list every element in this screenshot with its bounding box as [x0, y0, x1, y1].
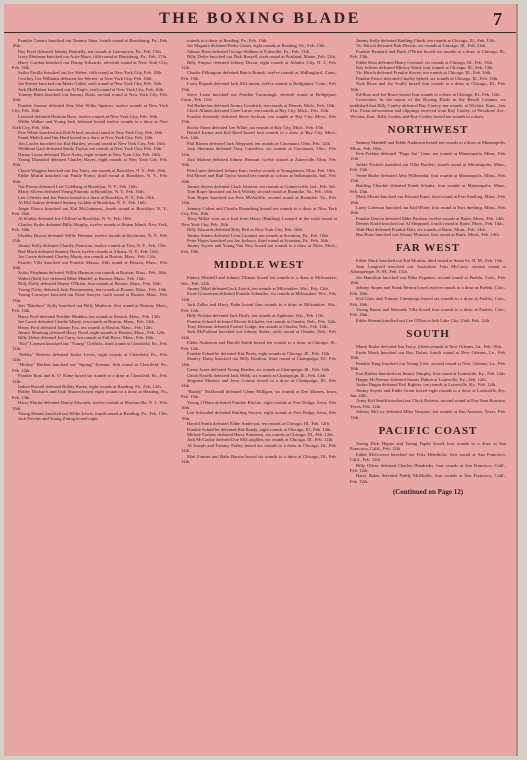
result-paragraph: Danny Lyons defeated Dave Axtey, eight rounds at New York City, Feb. 16th.: [18, 151, 161, 157]
result-paragraph: Pete Latzo defeated Johnny Karr, twelve rounds at Youngstown, Ohio, Feb. 16th.: [187, 167, 336, 173]
result-paragraph: Joe Hamilton knocked out Mike Paganno, second round at Pueblo, Colo., Feb. 16th.: [350, 274, 506, 286]
section-heading-middle-west: MIDDLE WEST: [213, 259, 305, 272]
result-paragraph: Joe Maguire defeated Finky Green, eight rounds at Reading, Pa., Feb. 13th.: [187, 43, 326, 49]
result-paragraph: Frankie Jerome defeated Wee Wee Willie Spencer, twelve rounds at New York City, Feb. 16th.: [12, 102, 168, 114]
result-paragraph: Jackie Nichols knocked out Ollie Bartlett, fourth round at Minneapolis, Minn., Feb. 15th.: [350, 161, 506, 173]
result-paragraph: Tony Herman defeated Farmer Lodge, ten rounds at Omaha, Neb., Feb. 12th.: [187, 323, 329, 329]
result-paragraph: Joe Keeter knocked out Maris Golda, sixth round at New York City, Feb. 16th.: [18, 81, 163, 87]
result-paragraph: Louis Bogash defeated Jack McLarnon, twelve rounds at Bridgeport, Conn., Feb. 15th.: [181, 81, 337, 92]
result-paragraph: Jimmy Sayers and Eddie Grant boxed eight rounds to a draw at Louisville, Ky., Jan. 28th.: [350, 387, 506, 398]
result-paragraph: Vic Hirsch defeated Bob Devine, six rounds at Chicago, Ill., Feb. 12th.: [356, 43, 487, 49]
magazine-page: [4, 4, 516, 756]
column-3-results-chicago: [350, 38, 506, 119]
result-paragraph: Harry Ford defeated Freddie Madden, ten rounds at Boston, Mass., Feb. 15th.: [18, 313, 161, 319]
result-paragraph: Eddie Sheene knocked out Lee O'Dair at Salt Lake City, Utah, Feb. 12th.: [356, 317, 491, 323]
result-paragraph: Jim "Bamboo" Kelly knocked out Billy Madison, first round at Boston, Mass., Feb. 13th.: [12, 302, 168, 314]
result-paragraph: Ernie Goozeman defeated Frankie Schnaller, six rounds at Milwaukee, Wis., Feb. 12th.: [181, 291, 337, 302]
result-paragraph: Johnny McCoy defeated Mike Vasquez, ten rounds at San Antonio, Texas, Feb. 14th.: [350, 409, 506, 420]
result-paragraph: Sailor Friedman defeated Willie Harmon, ten rounds at Boston, Mass., Feb. 16th.: [18, 270, 168, 276]
column-3-results-northwest: [350, 140, 506, 237]
result-paragraph: Jack McMahon knocked out Al Engle, sixth round at New York City, Feb. 16th.: [18, 86, 165, 92]
column-3: [350, 38, 506, 750]
result-paragraph: Frankie Genaro knocked out Tommy Shea, fourth round at Harrisburg, Pa., Feb. 18th.: [12, 38, 168, 49]
result-paragraph: Young Diamond defeated Charley Hayes, eight rounds at New York City, Feb. 16th.: [12, 156, 168, 168]
result-paragraph: Al McCluskey defeated Sammy Golden at Brooklyn, N. Y., Feb. 16th.: [18, 200, 147, 206]
result-paragraph: Matt Farmer and Babe Barron boxed six rounds to a draw at Chicago, Ill., Feb. 12th.: [181, 453, 337, 465]
results-columns: [12, 38, 506, 750]
result-paragraph: Sammy Mandell and Eddie Anderson boxed ten rounds to a draw at Minneapolis, Minn., Feb. 16th.: [350, 140, 506, 151]
result-paragraph: Nick Risse and Joe Scully boxed four rounds to a draw at Chicago, Ill., Feb. 16th.: [350, 81, 506, 92]
result-paragraph: Earl Ruther knocked out Jimmy Murphy, first round at Louisville, Ky., Feb. 12th.: [356, 371, 506, 377]
result-paragraph: Frankie Schaeffer defeated Kid Bandy, eight rounds at Chicago, Ill., Feb. 12th.: [187, 426, 332, 432]
result-paragraph: "Hickey" Burkett knocked out "Spring" Keenan, fifth round at Clearfield, Pa., Feb. 12th.: [12, 362, 168, 373]
result-paragraph: Pinkey Mitchell and Johnny Tillman boxed ten rounds to a draw at Milwaukee, Wis., Feb. 12th.: [181, 275, 337, 286]
result-paragraph: Billy Defoe knocked out Dick Russell, sixth round at Portland, Maine, Feb. 12th.: [187, 54, 337, 60]
column-2-results-east: [181, 38, 337, 254]
result-paragraph: Stanley Darsy knocked out Billy Doulton, third round at Champaign, Ill., Feb. 14th.: [181, 356, 337, 367]
result-paragraph: Jimmy Sayres and Young Van Ness boxed ten rounds to a draw at Niles, Mich., Feb. 19th.: [181, 243, 337, 254]
result-paragraph: Verne Butler defeated John Willenedal, four rounds at Minneapolis, Minn., Feb. 15th.: [350, 172, 506, 183]
result-paragraph: Harry Baker defeated Paddy McMullin, four rounds at San Francisco, Calif., Feb. 12th.: [350, 473, 506, 484]
result-paragraph: Frankie Schoell defeated Morrie Schlaifer, ten rounds at Omaha, Neb., Feb. 12th.: [187, 318, 337, 324]
result-paragraph: Harold Smith defeated Eddie Anderson, ten rounds at Chicago, Ill., Feb. 12th.: [187, 421, 331, 427]
result-paragraph: Jack Malone defeated Johnny Herman, twelve rounds at Zanesville, Ohio, Feb. 16th.: [181, 156, 337, 168]
result-paragraph: Red Mack defeated Sammy Bova, twelve rounds at Albany, N. Y., Feb. 15th.: [18, 248, 159, 254]
section-heading-far-west: FAR WEST: [395, 242, 461, 255]
result-paragraph: Jimmy Amato defeated Leon Leonard, ten rounds at Scranton, Pa., Feb. 16th.: [187, 232, 329, 238]
result-paragraph: Bus Burts knocked out Johnny Munson, first round at Butte, Mont., Feb. 14th.: [356, 232, 500, 237]
column-2: [181, 38, 337, 750]
result-paragraph: Billy Wolohn defeated Jack Duffy, ten rounds at Appleton, Wis., Feb. 11th.: [187, 313, 325, 319]
result-paragraph: Dennis Kroth knocked out Al Sheppard, fourth round at Butte, Mont., Feb. 14th.: [356, 221, 504, 227]
result-paragraph: Frankie Darren defeated Mike Paulsen, twelve rounds at Butte, Mont., Feb. 14th.: [356, 215, 505, 221]
result-paragraph: Eddie McGovern knocked out Fritz Hendricks, first round at San Francisco, Calif., Feb. 12th.: [350, 451, 506, 463]
column-3-results-south: [350, 344, 506, 420]
result-paragraph: Terry Miller won on a foul from Harry (Battling) Leonard in the sixth round at New York City, Feb. 16th.: [181, 216, 337, 227]
result-paragraph: Tom Roper knocked out Pete McAuliffe, second round at Roanoke, Va., Feb. 13th.: [181, 194, 337, 206]
result-paragraph: Al Studdy defeated Joe Clifford at Brooklyn, N. Y., Feb. 16th.: [18, 216, 132, 222]
result-paragraph: Jack McFarland knocked out Johnny Strike, sixth round at Omaha, Neb., Feb. 12th.: [181, 329, 337, 340]
result-paragraph: Frankie Frisco defeated Charley Sybell, six rounds at Chicago, Ill., Feb. 16th.: [356, 75, 499, 81]
result-paragraph: Al Joseph and Tommy Farley boxed six rounds to a draw at Chicago, Ill., Feb. 12th.: [181, 442, 337, 454]
publication-title: THE BOXING BLADE: [159, 10, 361, 27]
result-paragraph: Frankie Kennedy defeated Steve Jackson, ten rounds at Bay City, Mich., Feb. 15th.: [181, 113, 337, 125]
continued-notice: (Continued on Page 12): [392, 488, 464, 497]
result-paragraph: Leonard defeated Herman Rose, twelve rounds at New York City, Feb. 16th.: [18, 113, 159, 119]
result-paragraph: Jack Zaller and Harry Kahn boxed four rounds to a draw at Milwaukee, Wis., Feb. 12th.: [181, 302, 337, 313]
result-paragraph: Chuck Wiggins knocked out Jim Tracy, ten rounds at Brooklyn, N. Y., Feb. 16th.: [18, 167, 167, 173]
result-paragraph: Jim Lawler knocked out Kid Hartley, second round at New York City, Feb. 16th.: [18, 140, 166, 146]
result-paragraph: Young Nicky defeated Jack Fitzsimmons, ten rounds at Boston, Mass., Feb. 13th.: [18, 286, 168, 292]
result-paragraph: Jack Sherman defeated Tony Canzifera, six rounds at Cincinnati, Ohio, Feb. 12th.: [181, 146, 337, 157]
result-paragraph: Marty Silvers defeated Young Patronic at Brooklyn, N. Y., Feb. 16th.: [18, 189, 145, 195]
result-paragraph: Walt Hart defeated Frankie Dart, six rounds at Butte, Mont., Feb. 14th.: [356, 226, 487, 232]
result-paragraph: Billy Defoe defeated Joe Curry, ten rounds at Fall River, Mass., Feb. 16th.: [18, 335, 155, 341]
result-paragraph: Sailor Pacillo knocked out Joe Weber, fifth round at New York City, Feb. 18th.: [18, 70, 163, 76]
result-paragraph: Ernie Monk knocked out Ray Dolan, fourth round at New Orleans, La., Feb. 16th.: [350, 349, 506, 361]
column-3-results-far-west: [350, 258, 506, 323]
result-paragraph: Jack Powlus and Young Zaring boxed eight: [18, 416, 98, 422]
result-paragraph: Frank Melick and Jim Hurd boxed to a draw at New York City, Feb. 16th.: [18, 135, 154, 141]
result-paragraph: Harry Gordon knocked out Danny Edwards, eleventh round at New York City, Feb. 16th.: [12, 59, 168, 71]
result-paragraph: Ed Ross and Joe Bruce boxed four rounds to a draw at Chicago, Ill., Feb. 12th.: [356, 92, 501, 98]
page-number: 7: [493, 9, 502, 29]
result-paragraph: Young Bruno and Mercado Villa boxed four rounds to a draw at Pueblo, Colo., Feb. 16th.: [350, 307, 506, 318]
result-paragraph: Billy Edwards defeated Billy Bell at New York City, Feb. 16th.: [187, 227, 304, 233]
result-paragraph: Pal Moore and Bud Taylor boxed ten rounds to a draw at Indianapolis, Ind., Feb. 19th.: [181, 173, 337, 184]
page-header: [4, 4, 516, 33]
result-paragraph: Sergeant Mackey and Jerry Conroy boxed to a draw at Champaign, Ill., Feb. 14th.: [181, 377, 337, 389]
result-paragraph: Indian Russell defeated Bobby Burke, eight rounds at Reading, Pa., Feb. 13th.: [18, 384, 162, 389]
result-paragraph: Jimmy Manning defeated Harry Bond, eight rounds at Boston, Mass., Feb. 12th.: [18, 329, 166, 335]
result-paragraph: Chubby Brown defeated Willie Herman, twelve rounds at Rochester, N. Y., Feb. 15th.: [12, 232, 168, 244]
result-paragraph: Sid Barberian defeated Jimmy Goodrich, ten rounds at Detroit, Mich., Feb. 12th.: [187, 102, 336, 108]
result-paragraph: Chick Nazelli defeated Jack Webb, six rounds at Champaign, Ill., Feb. 14th.: [187, 372, 327, 378]
result-paragraph: Len Schwabel defeated Battling Strayer, eight rounds at Fort Dodge, Iowa, Feb. 16th.: [181, 410, 337, 421]
section-heading-south: SOUTH: [406, 328, 450, 341]
result-paragraph: Angie Fiasco knocked out Kid McGuinness, fourth round at Brooklyn, N. Y., Feb. 16th.: [12, 205, 168, 216]
result-paragraph: "Buddy" McDonald defeated Glenn Milligan, six rounds at Des Moines, Iowa, Feb. 15th.: [181, 388, 337, 400]
result-paragraph: Frankie Rennard and Buck O'Brien boxed six rounds to a draw at Chicago, Ill., Feb. 13th.: [350, 48, 506, 60]
result-paragraph: Young Dennis knocked out Willie Lewis, fourth round at Reading, Pa., Feb. 13th.: [18, 411, 168, 417]
column-3-results-pacific-coast: [350, 441, 506, 484]
result-paragraph: Ivory Edelman knocked out Artie Mace, fifth round at Harrisburg, Pa., Feb. 17th.: [18, 54, 168, 60]
result-paragraph: Walter (Kid) Lee defeated Mike Mandel, at Boston, Mass., Feb. 16th.: [18, 275, 146, 281]
result-paragraph: Joe Carrie defeated Charley Manty, ten rounds at Boston, Mass., Feb. 11th.: [18, 254, 156, 260]
result-paragraph: Kid Chris and Tommy Cummings boxed six rounds to a draw at Pueblo, Colo., Feb. 16th.: [350, 296, 506, 307]
result-paragraph: Joe Carrie defeated Charlie Manty, ten rounds at Boston, Mass., Feb. 12th.: [18, 319, 156, 325]
result-paragraph: Larry Coleman knocked out Kid White, first round at Fort Snelling, Minn., Feb. 16th.: [350, 204, 506, 216]
result-paragraph: Young O'Hara defeated Frankie Ritchie, eight rounds at Fort Dodge, Iowa, Feb. 16th.: [181, 399, 337, 410]
result-paragraph: Pete Perkins defeated "Dago Joe" Gans, ten rounds at Minneapolis, Minn., Feb. 15th.: [350, 150, 506, 162]
result-paragraph: Sam Langford knocked out Australian Tom McCarty, second round at Albuquerque, N. M., Feb. 15th.: [350, 263, 506, 275]
result-paragraph: Jack McCarthy defeated Joe McLaughlin, six rounds at Chicago, Ill., Feb. 12th.: [187, 437, 334, 443]
result-paragraph: Ray Pryel defeated Johnny Donnelly, ten rounds at Uniontown, Pa., Feb. 15th.: [18, 48, 163, 54]
result-paragraph: Army Kid Smith knocked out Chick Roberts, second round at Fort Sam Houston, Texas, Feb. 12th.: [350, 398, 506, 409]
section-heading-pacific-coast: PACIFIC COAST: [378, 424, 478, 437]
result-paragraph: Billy Oliver defeated Charley Hendricks, four rounds at San Francisco, Calif., Feb. 12th.: [350, 462, 506, 473]
result-paragraph: Frankie Schaeffer defeated Kid Beaty, eight rounds at Chicago, Ill., Feb. 12th.: [187, 350, 331, 356]
result-paragraph: Phil Bloom defeated Jack Sheppard, ten rounds at Cincinnati, Ohio, Feb. 12th.: [187, 140, 332, 146]
result-paragraph: Jimmy Kelly defeated Battling Chink, ten rounds at Chicago, Ill., Feb. 13th.: [356, 38, 496, 43]
result-paragraph: Willie Walker and Young Jack Johnson boxed twelve rounds to a draw at New York City, Feb. 16th.: [12, 119, 168, 130]
result-paragraph: Rocky Stone defeated Lee Wilde, six rounds at Bay City, Mich., Feb. 15th.: [187, 124, 325, 130]
result-paragraph: Harold Earine and Kid Reed boxed four rounds to a draw at Bay City, Mich., Feb. 12th.: [181, 129, 337, 141]
result-paragraph: Harry Martin defeated Danny Edwards, twelve rounds at Marionville, N. J., Feb. 19th.: [12, 400, 168, 411]
result-paragraph: Johnny Reno defeated George Siddons at Pottsville, Pa., Feb. 13th.: [187, 48, 311, 54]
result-paragraph: Marty Burke defeated Jim Tracy, fifteen rounds at New Orleans, La., Feb. 16th.: [356, 344, 503, 350]
result-paragraph: Mickey Forkins defeated Harry Simmons, six rounds at Chicago, Ill., Feb. 12th.: [187, 432, 334, 438]
result-paragraph: Pete White knocked out Kid Alfred, second round at New York City, Feb. 16th.: [18, 129, 164, 135]
result-paragraph: "Kid" Layman knocked out "Young" Griffiths, third round at Clearfield, Pa., Feb. 12th.: [12, 340, 168, 352]
result-paragraph: Charlie Pilkington defeated Butch Brandt, twelve rounds at Wallingford, Conn., Feb. 13th.: [181, 70, 337, 81]
result-paragraph: Peter Hayes knocked out Joe Jackson, third round at Scranton, Pa., Feb. 16th.: [187, 238, 330, 244]
result-paragraph: Wildman Gaul defeated Sandy Taylor, ten rounds at New York City, Feb. 16th.: [18, 146, 163, 152]
result-paragraph: Correction: In the report of the Boxing Blade in the Result Column, we published that Billy Conley defeated Ray Conley, ten rounds, at Wichita, Kans., Jan. 21st. From information and clippings received from Roy Conley, of Woodrow Ave., Wichita, Kan., Billy Conley and Roy Conley boxed ten rounds to a draw.: [350, 97, 506, 119]
result-paragraph: Vic Hirsch defeated Frankie Stacey, ten rounds at Chicago, Ill., Feb. 16th.: [356, 70, 492, 76]
result-paragraph: Jimmy Kelly defeated Charley Donovan, twelve rounds at Troy, N. Y., Feb. 15th.: [18, 243, 167, 249]
result-paragraph: Bobby Michaels and Irish Sharon boxed eight rounds to a draw at Reading, Pa., Feb. 13th.: [12, 389, 168, 400]
result-paragraph: Battling Chuckle defeated Frank Schultz, four rounds at Minneapolis, Minn., Feb. 15th.: [350, 183, 506, 194]
result-paragraph: Billy Duffy defeated Shaver O'Brien, four rounds at Boston, Mass., Feb. 16th.: [18, 281, 162, 287]
result-paragraph: "Bobby" Roberts defeated Jackie Lewis, eight rounds at Clearfield, Pa., Feb. 12th.: [12, 351, 168, 362]
result-paragraph: Jimmy Nikel defeated Jack Zwick, ten rounds at Milwaukee, Wis., Feb. 12th.: [187, 286, 329, 292]
result-paragraph: Young Cornoyer knocked out Ernie Sawyer, sixth round at Boston, Mass., Feb. 13th.: [12, 292, 168, 303]
result-paragraph: Eddie Anderson and Harold Smith boxed ten rounds to a draw at Chicago, Ill., Feb. 12th.: [181, 340, 337, 351]
column-1: [12, 38, 168, 750]
result-paragraph: Mark Moore knocked out Edward Kane, third round at Fort Snelling, Minn., Feb. 16th.: [350, 194, 506, 205]
result-paragraph: Eddie Mack knocked out Kid Moritio, third round at Santa Fe, N. M., Feb. 15th.: [356, 258, 504, 264]
result-paragraph: Nat Pincus defeated Lew Goldberg at Brooklyn, N. Y., Feb. 16th.: [18, 183, 138, 189]
result-paragraph: Jackie Dugan defeated Earl Righter, ten rounds at Louisville, Ky., Feb. 12th.: [356, 382, 497, 388]
result-paragraph: Sammy Cohen and Charlie Rosenberg boxed ten rounds to a draw at New York City, Feb. 16th.: [181, 205, 337, 216]
result-paragraph: Lew Chester and Joe Petros boxed to a draw at Brooklyn, N. Y., Feb. 16th.: [18, 194, 156, 200]
column-2-results-middle-west: [181, 275, 337, 464]
result-paragraph: Pancho Villa knocked out Frankie Mason, fifth round at Boston, Mass., Feb. 16th.: [12, 259, 168, 271]
result-paragraph: Cowboy Lee Williams defeated Joe Werner, at New York City, Feb. 16th.: [18, 75, 153, 81]
result-paragraph: Tommy Butts knocked out Sammy Butts, second round at New York City, Feb. 16th.: [12, 92, 168, 103]
result-paragraph: Eddie Martin knocked out Paulie Porter, third round at Brooklyn, N. Y., Feb. 16th.: [12, 173, 168, 184]
result-paragraph: Ray Jeffries defeated Mickey Ward, four rounds at Chicago, Ill., Feb. 13th.: [356, 65, 494, 71]
result-paragraph: Young Dick Hoppe and Young Papke boxed four rounds to a draw at San Francisco, Calif., Feb. 12th.: [350, 440, 506, 452]
result-paragraph: Johnny Stoper and Frank Hereru boxed twelve rounds to a draw at Pueblo, Colo., Feb. 16th.: [350, 285, 506, 296]
result-paragraph: Billy Simpso defeated Johnny Dixon, eight rounds at Atlantic City, N. J., Feb. 12th.: [181, 59, 337, 71]
result-paragraph: Frankie Ross and K. O. Kline boxed six rounds to a draw at Clearfield, Pa., Feb. 12th.: [12, 373, 168, 384]
result-paragraph: Chick Allman defeated Gene Larue, ten rounds at Bay City, Mich., Feb. 15th.: [187, 108, 330, 114]
result-paragraph: Eddie Shea defeated Henry Leonard, six rounds at Chicago, Ill., Feb. 13th.: [356, 59, 494, 65]
result-paragraph: Jimmy Sayers defeated Clark Johnson, ten rounds at Connersville, Ind., Feb. 5th.: [187, 183, 336, 189]
result-paragraph: Happy McNerney defeated Jimmy Dalton at Louisville, Ky., Feb. 12th.: [356, 376, 487, 382]
result-paragraph: Tom Roper knocked out Jack Worldy, second round at Roanoke, Va., Feb. 19th.: [187, 189, 334, 195]
result-paragraph: Frankie King knocked out Young Cole, second round at New Orleans, La., Feb. 16th.: [350, 360, 506, 371]
result-paragraph: Charley Ryder defeated Billy Murphy, twelve rounds at Staten Island, New York, Feb. 16th.: [12, 221, 168, 233]
result-paragraph: Steve Latzo knocked out Frankie Cavanaugh, seventh round at Bridgeport, Conn., Feb. 12th.: [181, 92, 337, 103]
result-paragraph: Casey Jones defeated Young Harden, six rounds at Champaign, Ill., Feb. 14th.: [187, 367, 331, 373]
result-paragraph: Henry Ford defeated Johnny Fox, ten rounds at Boston, Mass., Feb. 12th.: [18, 324, 153, 330]
result-paragraph: rounds to a draw at Reading, Pa., Feb. 13th.: [187, 38, 268, 43]
section-heading-northwest: NORTHWEST: [387, 124, 469, 137]
